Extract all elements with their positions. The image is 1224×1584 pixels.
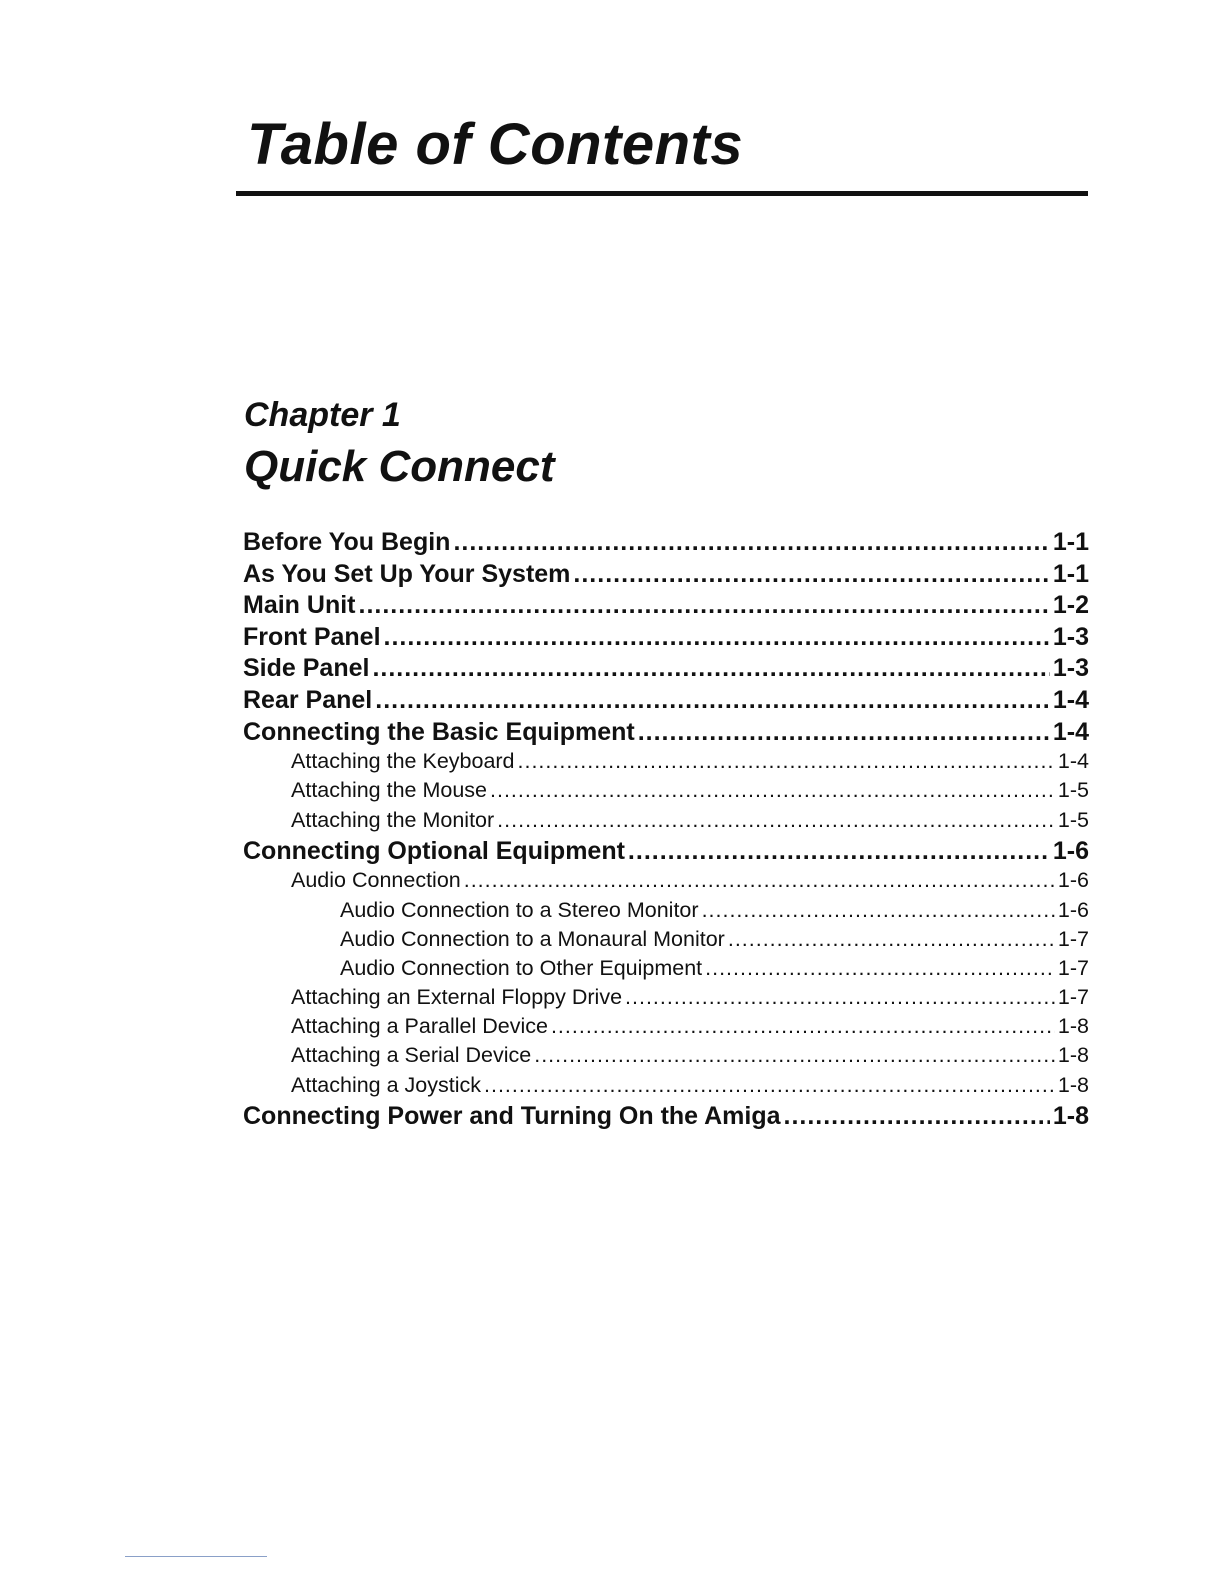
chapter-title: Quick Connect: [244, 442, 555, 491]
toc-entry-page: 1-5: [1057, 807, 1089, 832]
toc-subentry[interactable]: [243, 868, 1089, 897]
toc-dot-leader: [551, 1014, 1055, 1039]
toc-entry[interactable]: [243, 1102, 1089, 1134]
toc-entry-page: 1-1: [1052, 528, 1089, 556]
toc-dot-leader: [453, 528, 1049, 557]
toc-entry-text: Attaching a Parallel Device: [291, 1014, 548, 1039]
toc-entry-text: Attaching the Mouse: [291, 778, 488, 803]
toc-subentry[interactable]: [243, 985, 1089, 1014]
toc-subsubentry[interactable]: [243, 956, 1089, 985]
toc-dot-leader: [497, 808, 1055, 833]
toc-entry-text: Attaching the Keyboard: [291, 749, 515, 774]
toc-dot-leader: [784, 1102, 1050, 1131]
toc-entry[interactable]: [243, 560, 1089, 592]
toc-entry-text: Connecting the Basic Equipment: [243, 717, 635, 746]
toc-list: [243, 528, 1089, 1133]
toc-entry[interactable]: [243, 528, 1089, 560]
toc-entry-page: 1-6: [1057, 868, 1089, 893]
toc-entry[interactable]: [243, 837, 1089, 869]
toc-dot-leader: [625, 985, 1055, 1010]
toc-entry-text: Attaching the Monitor: [291, 807, 495, 832]
title-rule: [236, 191, 1088, 196]
scan-edge-line: [125, 1556, 267, 1557]
toc-dot-leader: [384, 623, 1050, 652]
toc-entry-text: Audio Connection to a Monaural Monitor: [340, 926, 725, 951]
toc-entry-page: 1-1: [1052, 559, 1089, 588]
toc-dot-leader: [359, 591, 1050, 620]
toc-dot-leader: [638, 718, 1050, 747]
toc-entry-page: 1-8: [1057, 1014, 1089, 1039]
toc-entry-page: 1-7: [1057, 926, 1089, 951]
toc-subentry[interactable]: [243, 1073, 1089, 1102]
toc-entry-page: 1-8: [1057, 1072, 1089, 1097]
toc-dot-leader: [728, 927, 1055, 952]
toc-entry-page: 1-6: [1052, 836, 1089, 865]
toc-entry-text: Attaching a Serial Device: [291, 1043, 532, 1068]
toc-dot-leader: [573, 560, 1049, 589]
toc-subentry[interactable]: [243, 778, 1089, 807]
toc-entry-page: 1-2: [1052, 591, 1089, 620]
toc-dot-leader: [484, 1073, 1055, 1098]
page-title: Table of Contents: [247, 112, 744, 177]
toc-subentry[interactable]: [243, 749, 1089, 778]
toc-dot-leader: [518, 749, 1055, 774]
toc-subentry[interactable]: [243, 1014, 1089, 1043]
toc-entry-text: Main Unit: [243, 591, 356, 620]
toc-entry-page: 1-3: [1052, 654, 1089, 683]
toc-entry-text: Connecting Power and Turning On the Amiga: [243, 1101, 781, 1130]
toc-dot-leader: [534, 1043, 1055, 1068]
toc-entry[interactable]: [243, 686, 1089, 718]
toc-dot-leader: [628, 837, 1050, 866]
toc-entry-text: Audio Connection: [291, 868, 461, 893]
toc-entry-text: Attaching a Joystick: [291, 1072, 482, 1097]
toc-dot-leader: [372, 654, 1049, 683]
toc-dot-leader: [705, 956, 1055, 981]
toc-entry-text: Rear Panel: [243, 685, 373, 714]
toc-entry-text: As You Set Up Your System: [243, 559, 571, 588]
toc-subsubentry[interactable]: [243, 927, 1089, 956]
toc-entry-page: 1-6: [1057, 897, 1089, 922]
chapter-label: Chapter 1: [244, 396, 401, 434]
toc-dot-leader: [375, 686, 1050, 715]
toc-entry-page: 1-7: [1057, 985, 1089, 1010]
toc-entry-text: Before You Begin: [243, 528, 451, 556]
toc-entry-text: Attaching an External Floppy Drive: [291, 985, 623, 1010]
toc-dot-leader: [490, 778, 1055, 803]
toc-entry[interactable]: [243, 654, 1089, 686]
toc-entry-page: 1-7: [1057, 955, 1089, 980]
toc-entry-page: 1-4: [1057, 749, 1089, 774]
toc-entry-text: Side Panel: [243, 654, 370, 683]
toc-entry-page: 1-4: [1052, 717, 1089, 746]
toc-dot-leader: [464, 868, 1055, 893]
toc-entry-text: Audio Connection to a Stereo Monitor: [340, 897, 699, 922]
toc-entry[interactable]: [243, 718, 1089, 750]
toc-subentry[interactable]: [243, 808, 1089, 837]
toc-dot-leader: [702, 898, 1055, 923]
toc-entry-text: Connecting Optional Equipment: [243, 836, 625, 865]
toc-entry[interactable]: [243, 623, 1089, 655]
toc-entry[interactable]: [243, 591, 1089, 623]
toc-entry-page: 1-8: [1057, 1043, 1089, 1068]
toc-entry-page: 1-8: [1052, 1101, 1089, 1130]
toc-entry-page: 1-5: [1057, 778, 1089, 803]
toc-subentry[interactable]: [243, 1043, 1089, 1072]
toc-entry-page: 1-4: [1052, 685, 1089, 714]
toc-entry-text: Audio Connection to Other Equipment: [340, 955, 703, 980]
toc-subsubentry[interactable]: [243, 898, 1089, 927]
toc-entry-page: 1-3: [1052, 622, 1089, 651]
toc-entry-text: Front Panel: [243, 622, 381, 651]
